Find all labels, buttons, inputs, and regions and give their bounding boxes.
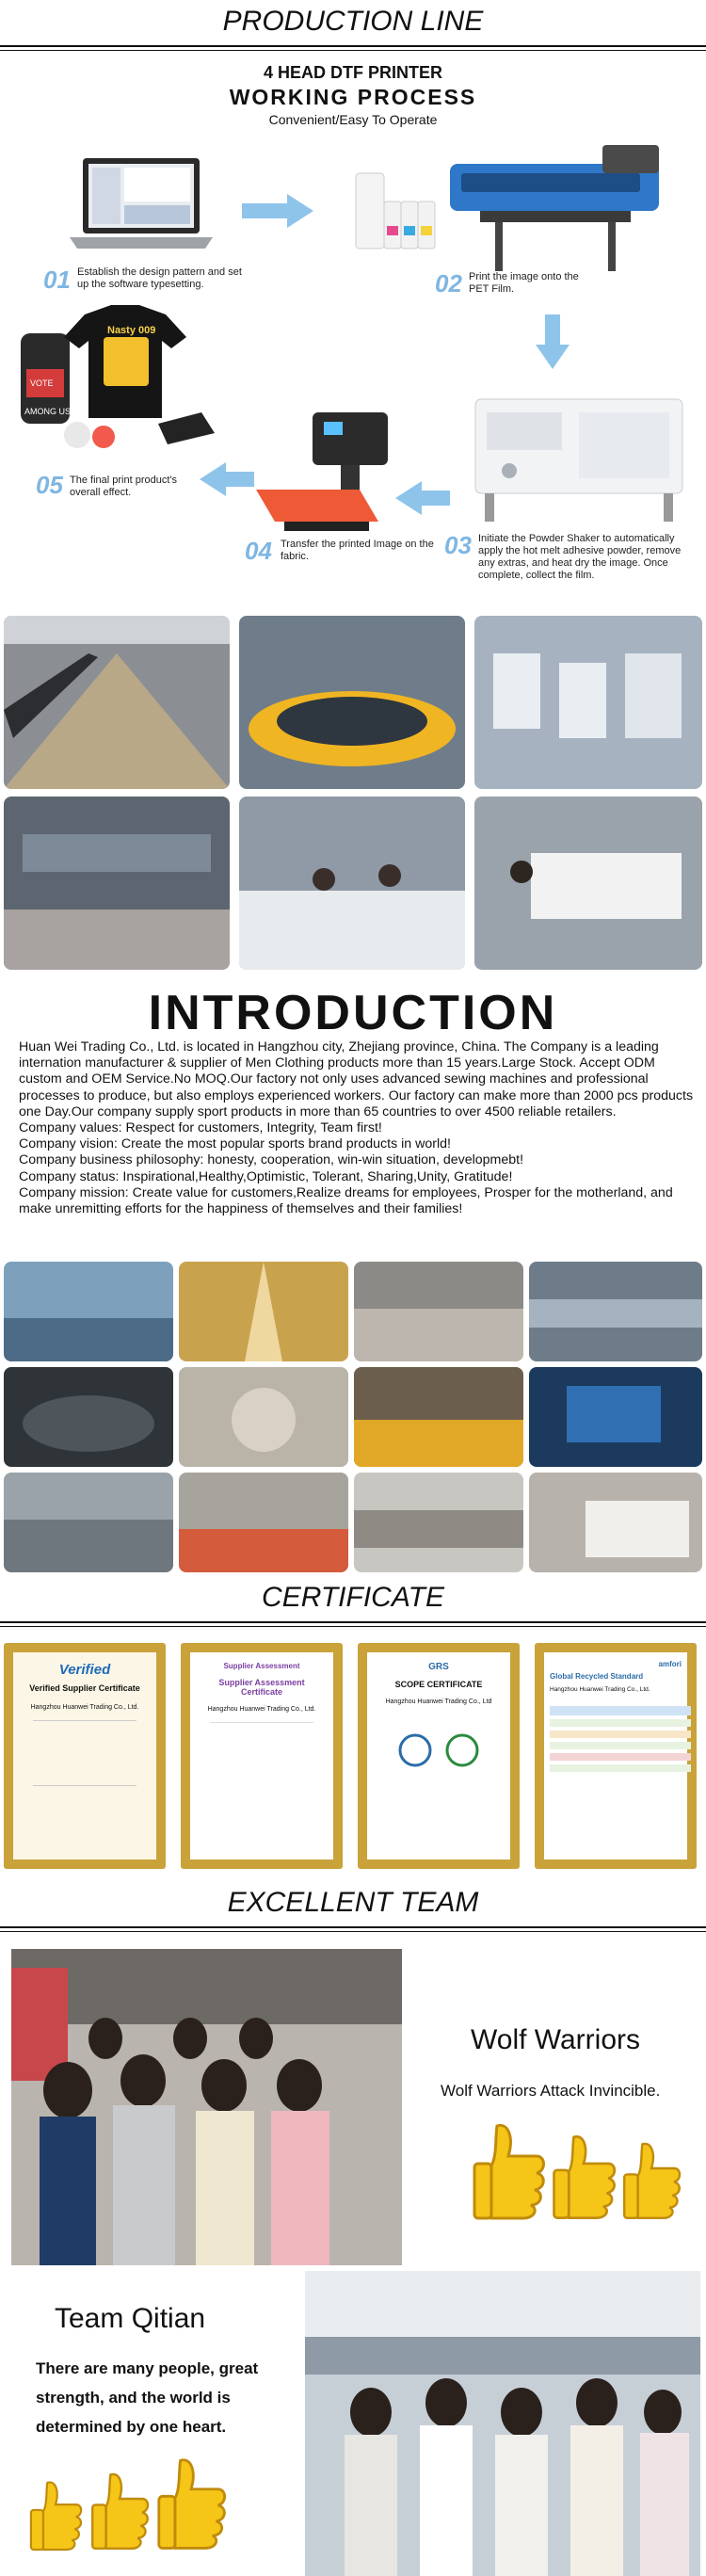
powder-shaker-illustration bbox=[466, 380, 692, 526]
arrow-left-icon bbox=[198, 460, 256, 498]
certificate-rule bbox=[0, 1621, 706, 1623]
laptop-illustration bbox=[66, 154, 217, 258]
factory-photo bbox=[529, 1367, 702, 1467]
bag-label: VOTE bbox=[30, 378, 54, 388]
company-mission: Company mission: Create value for customers,Realize dreams for employees, Prosper for the motherland, and make unremitting efforts for the happiness of themselves and their families! bbox=[19, 1184, 673, 1217]
certificate-table bbox=[550, 1706, 691, 1791]
certificate-brand: Verified bbox=[58, 1662, 111, 1678]
certificate-heading: SCOPE CERTIFICATE bbox=[394, 1680, 483, 1689]
certificate-brand: Supplier Assessment bbox=[223, 1662, 300, 1670]
certificate-card bbox=[358, 1643, 520, 1869]
certificate-paper bbox=[544, 1652, 687, 1860]
certificate-company: Hangzhou Huanwei Trading Co., Ltd. bbox=[550, 1686, 650, 1693]
step-text-03: Initiate the Powder Shaker to automatically apply the hot melt adhesive powder, remove any extras, and heat dry the image. Once complete, collect the film. bbox=[478, 533, 682, 581]
production-line-title: PRODUCTION LINE bbox=[222, 6, 484, 37]
production-photo bbox=[4, 616, 230, 789]
factory-photo bbox=[4, 1262, 173, 1361]
thumbs-up-icon bbox=[551, 2130, 617, 2222]
team-name-qitian: Team Qitian bbox=[55, 2303, 206, 2334]
arrow-down-icon bbox=[534, 313, 571, 371]
thumbs-up-icon bbox=[471, 2118, 546, 2222]
shirt-print-label: Nasty 009 bbox=[107, 325, 156, 336]
step-number-04: 04 bbox=[245, 537, 272, 565]
certificate-brand: GRS bbox=[428, 1662, 449, 1672]
thumbs-up-icon bbox=[155, 2453, 227, 2552]
certificate-paper bbox=[13, 1652, 156, 1860]
dtf-printer-illustration bbox=[442, 136, 668, 277]
production-photo bbox=[4, 797, 230, 970]
introduction-title: INTRODUCTION bbox=[148, 986, 558, 1040]
ink-bottles-illustration bbox=[346, 164, 441, 267]
final-products-illustration bbox=[17, 296, 219, 456]
certificate-heading: Verified Supplier Certificate bbox=[29, 1683, 140, 1693]
factory-photo bbox=[4, 1367, 173, 1467]
certificate-brand: amfori bbox=[658, 1660, 682, 1668]
step-number-02: 02 bbox=[435, 269, 462, 298]
production-line-rule-2 bbox=[0, 50, 706, 51]
bag-print-label: AMONG US bbox=[24, 407, 72, 416]
thumbs-up-icon bbox=[28, 2476, 83, 2553]
step-number-01: 01 bbox=[43, 266, 71, 294]
certificate-seal-icon bbox=[387, 1722, 490, 1779]
working-process-panel bbox=[0, 60, 706, 616]
certificate-heading: Global Recycled Standard bbox=[550, 1672, 644, 1681]
company-status: Company status: Inspirational,Healthy,Optimistic, Tolerant, Sharing,Unity, Gratitude! bbox=[19, 1168, 513, 1184]
factory-photo bbox=[354, 1473, 523, 1572]
excellent-team-title: EXCELLENT TEAM bbox=[227, 1887, 479, 1918]
production-photo bbox=[474, 797, 702, 970]
certificate-company: Hangzhou Huanwei Trading Co., Ltd. bbox=[207, 1706, 316, 1713]
working-process-title: WORKING PROCESS bbox=[229, 85, 477, 109]
thumbs-up-icon bbox=[621, 2137, 682, 2222]
factory-photo bbox=[529, 1262, 702, 1361]
production-photo bbox=[474, 616, 702, 789]
company-values: Company values: Respect for customers, Integrity, Team first! bbox=[19, 1120, 382, 1136]
production-photo bbox=[239, 616, 465, 789]
factory-photo bbox=[529, 1473, 702, 1572]
team-photo-wolf-warriors bbox=[11, 1949, 402, 2265]
intro-paragraph: Huan Wei Trading Co., Ltd. is located in Hangzhou city, Zhejiang province, China. The Company is a leading internation manufacturer & supplier of Men Clothing products more than 15 years.Large Stock. Accept ODM custom and OEM Service.No MOQ.Our factory not only uses advanced sewing machines and professional processes to produce, but also employs experienced workers. Our factory can make more than 2000 pcs products one Day.Our company supply sport products in more than 65 countries to over 4500 reliable retailers. bbox=[19, 1039, 694, 1119]
step-number-03: 03 bbox=[444, 531, 472, 559]
factory-photo bbox=[179, 1473, 348, 1572]
factory-photo bbox=[354, 1367, 523, 1467]
company-philosophy: Company business philosophy: honesty, cooperation, win-win situation, developmebt! bbox=[19, 1152, 524, 1168]
team-photo-qitian bbox=[305, 2271, 700, 2576]
certificate-paper bbox=[190, 1652, 333, 1860]
heat-press-illustration bbox=[247, 399, 397, 540]
step-text-01: Establish the design pattern and set up the software typesetting. bbox=[77, 266, 242, 290]
team-name-wolf-warriors: Wolf Warriors bbox=[471, 2024, 640, 2055]
excellent-team-rule-2 bbox=[0, 1931, 706, 1932]
excellent-team-rule bbox=[0, 1926, 706, 1928]
production-photo bbox=[239, 797, 465, 970]
factory-photo bbox=[179, 1367, 348, 1467]
step-text-02: Print the image onto the PET Film. bbox=[469, 271, 579, 295]
step-number-05: 05 bbox=[36, 471, 63, 499]
arrow-right-icon bbox=[240, 192, 315, 230]
certificate-card bbox=[4, 1643, 166, 1869]
certificate-title: CERTIFICATE bbox=[262, 1582, 444, 1613]
step-text-04: Transfer the printed Image on the fabric. bbox=[281, 539, 434, 562]
working-process-subtitle: Convenient/Easy To Operate bbox=[268, 112, 438, 127]
certificate-card bbox=[535, 1643, 697, 1869]
printer-model-title: 4 HEAD DTF PRINTER bbox=[263, 63, 442, 82]
certificate-paper bbox=[367, 1652, 510, 1860]
production-line-rule bbox=[0, 45, 706, 47]
introduction-text bbox=[19, 1039, 698, 1217]
certificate-card bbox=[181, 1643, 343, 1869]
factory-photo bbox=[179, 1262, 348, 1361]
certificate-company: Hangzhou Huanwei Trading Co., Ltd. bbox=[30, 1704, 139, 1711]
team-motto-wolf-warriors: Wolf Warriors Attack Invincible. bbox=[441, 2082, 661, 2100]
arrow-left-icon bbox=[393, 479, 452, 517]
thumbs-up-icon bbox=[89, 2467, 150, 2553]
factory-photo bbox=[4, 1473, 173, 1572]
certificate-heading: Supplier Assessment Certificate bbox=[218, 1678, 305, 1697]
company-vision: Company vision: Create the most popular sports brand products in world! bbox=[19, 1136, 451, 1152]
step-text-05: The final print product's overall effect. bbox=[70, 475, 177, 498]
certificate-company: Hangzhou Huanwei Trading Co., Ltd bbox=[385, 1699, 492, 1705]
certificate-rule-2 bbox=[0, 1626, 706, 1627]
team-motto-qitian: There are many people, great strength, and the world is determined by one heart. bbox=[36, 2359, 259, 2436]
factory-photo bbox=[354, 1262, 523, 1361]
